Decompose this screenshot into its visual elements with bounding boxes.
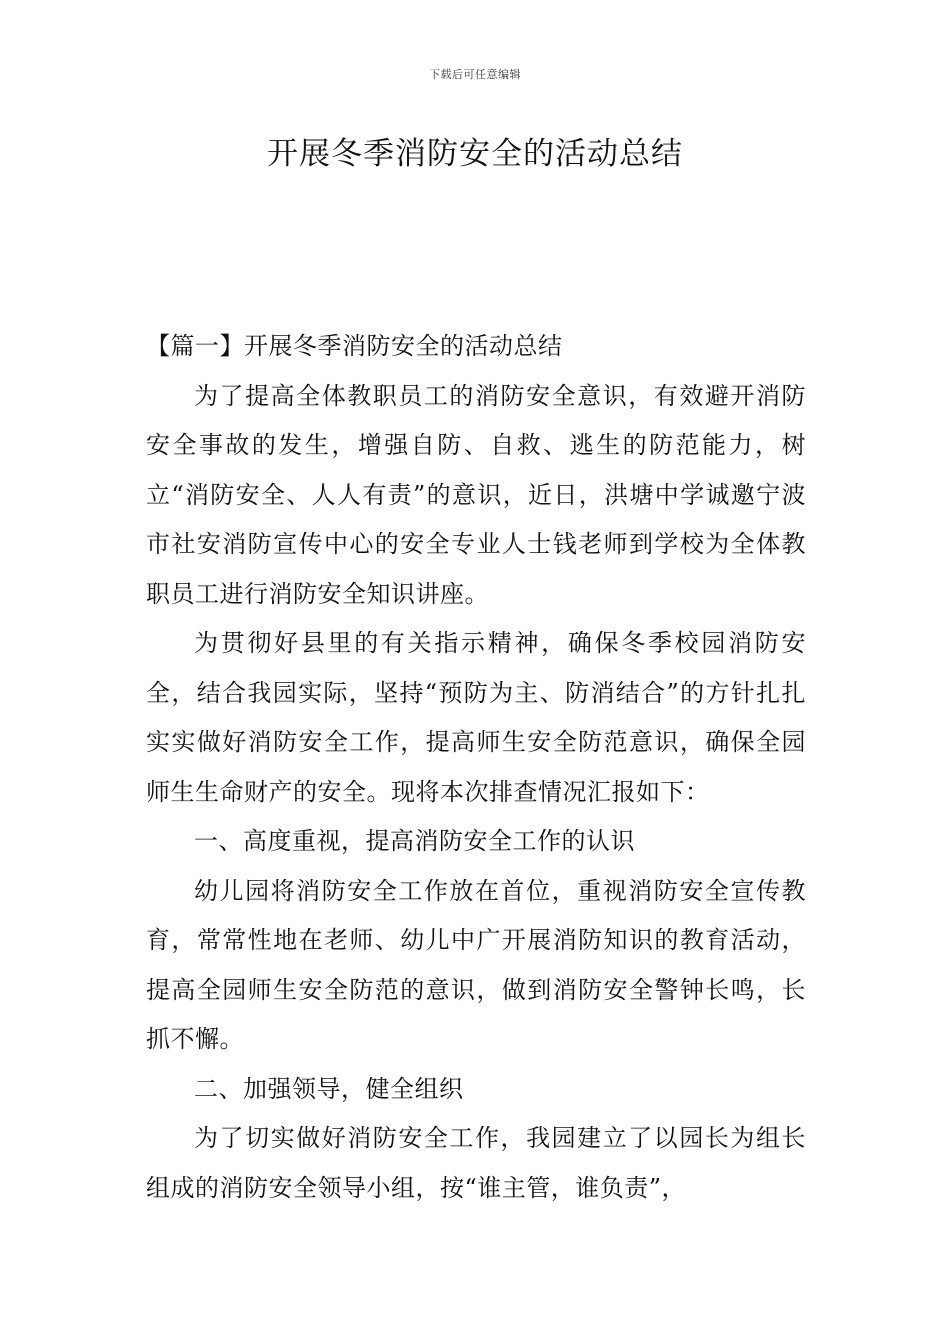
body-paragraph: 为了切实做好消防安全工作，我园建立了以园长为组长组成的消防安全领导小组，按“谁主管，谁负责”，: [146, 1124, 806, 1202]
header-note: 下载后可任意编辑: [429, 68, 521, 81]
body-paragraph: 二、加强领导，健全组织: [194, 1074, 464, 1103]
body-paragraph: 为了提高全体教职员工的消防安全意识，有效避开消防安全事故的发生，增强自防、自救、逃生的防范能力，树立“消防安全、人人有责”的意识，近日，洪塘中学诚邀宁波市社安消防宣传中心的安全专业人士钱老师到学校为全体教职员工进行消防安全知识讲座。: [146, 381, 806, 608]
document-title: 开展冬季消防安全的活动总结: [267, 136, 683, 172]
document-body: [146, 322, 806, 1213]
section-heading: 【篇一】开展冬季消防安全的活动总结: [146, 332, 563, 360]
body-paragraph: 为贯彻好县里的有关指示精神，确保冬季校园消防安全，结合我园实际，坚持“预防为主、防消结合”的方针扎扎实实做好消防安全工作，提高师生安全防范意识，确保全园师生生命财产的安全。现将本次排查情况汇报如下：: [146, 629, 806, 806]
body-paragraph: 一、高度重视，提高消防安全工作的认识: [194, 827, 635, 855]
body-paragraph: 幼儿园将消防安全工作放在首位，重视消防安全宣传教育，常常性地在老师、幼儿中广开展消防知识的教育活动，提高全园师生安全防范的意识，做到消防安全警钟长鸣，长抓不懈。: [146, 876, 806, 1053]
